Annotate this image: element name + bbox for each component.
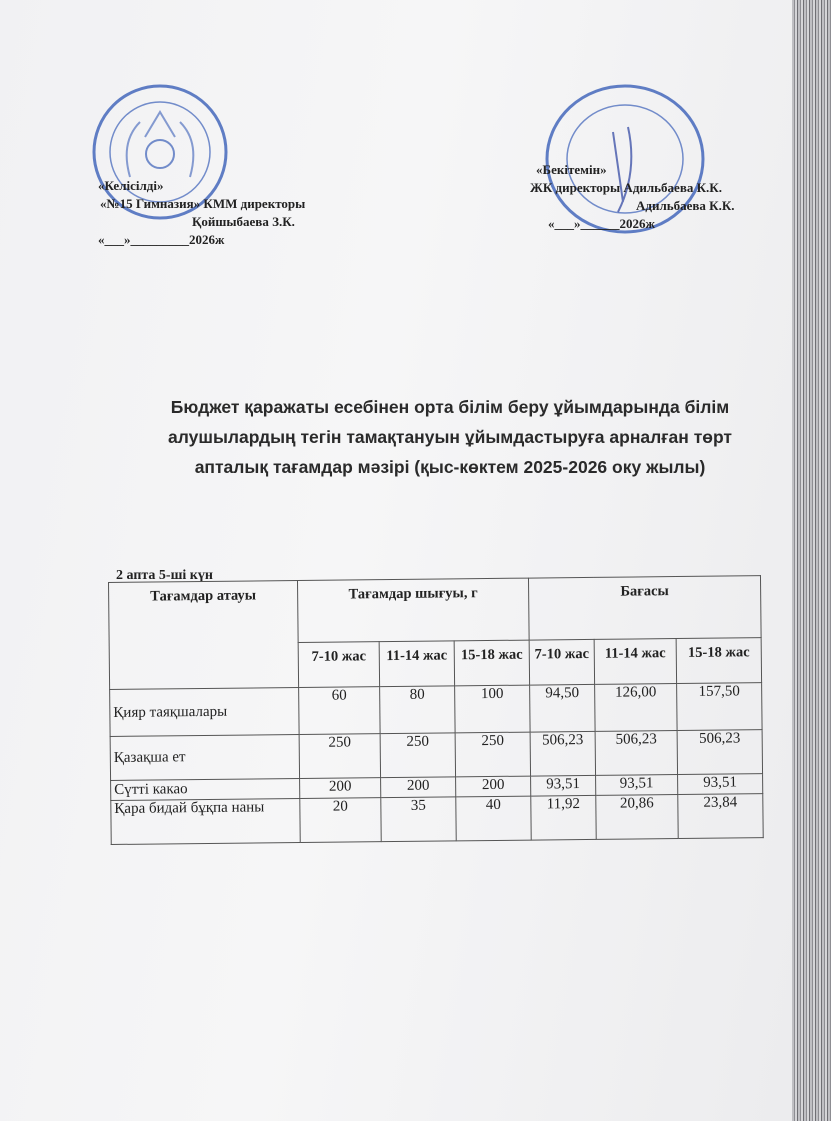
title-line: апталық тағамдар мәзірі (қыс-көктем 2025-2026 оку жылы) xyxy=(194,457,706,477)
cell: 506,23 xyxy=(677,730,762,775)
cell: 60 xyxy=(299,687,380,735)
cell: 200 xyxy=(381,777,456,798)
cell: 126,00 xyxy=(595,684,677,732)
cell: 11,92 xyxy=(531,795,596,840)
cell: 23,84 xyxy=(678,794,763,839)
cell: 200 xyxy=(456,776,531,797)
age-header: 15-18 жас xyxy=(454,640,529,686)
age-header: 11-14 жас xyxy=(594,639,676,685)
cell: 20 xyxy=(300,798,381,843)
cell: 20,86 xyxy=(596,795,678,840)
cell: 157,50 xyxy=(677,683,762,731)
cell: 93,51 xyxy=(531,775,596,796)
header-yield: Тағамдар шығуы, г xyxy=(297,578,529,642)
cell: 35 xyxy=(381,797,456,842)
table-row xyxy=(110,730,762,781)
stacked-page-edges xyxy=(792,0,831,1121)
menu-table xyxy=(108,575,764,845)
cell: 506,23 xyxy=(530,731,595,776)
cell: 100 xyxy=(455,685,530,733)
dish-name: Қара бидай бұқпа наны xyxy=(111,799,300,845)
cell: 40 xyxy=(456,796,531,841)
right-signer-name: Адильбаева К.К. xyxy=(636,198,735,213)
header-price: Бағасы xyxy=(528,576,761,640)
left-signer-name: Қойшыбаева З.К. xyxy=(192,214,295,229)
age-header: 7-10 жас xyxy=(298,642,379,688)
cell: 250 xyxy=(299,734,380,779)
table-row xyxy=(111,794,763,845)
day-label: 2 апта 5-ші күн xyxy=(116,568,213,583)
left-date-line: «___»_________2026ж xyxy=(98,232,225,247)
age-header: 7-10 жас xyxy=(529,639,594,685)
cell: 200 xyxy=(300,778,381,799)
cell: 250 xyxy=(455,732,530,777)
cell: 93,51 xyxy=(596,775,678,796)
right-date-line: «___»______2026ж xyxy=(548,216,655,231)
agreed-label: «Келісілді» xyxy=(98,178,164,193)
age-header: 11-14 жас xyxy=(379,641,454,687)
table-row xyxy=(110,683,762,737)
cell: 506,23 xyxy=(595,731,677,776)
dish-name: Сүтті какао xyxy=(111,779,300,801)
dish-name: Қазақша ет xyxy=(110,735,299,781)
ie-director-line: ЖК директоры Адильбаева К.К. xyxy=(530,180,722,195)
header-dish-name: Тағамдар атауы xyxy=(109,581,299,690)
age-header: 15-18 жас xyxy=(676,638,761,684)
cell: 94,50 xyxy=(530,684,595,732)
cell: 250 xyxy=(380,733,455,778)
approve-label: «Бекітемін» xyxy=(536,162,607,177)
title-line: Бюджет қаражаты есебінен орта білім беру ұйымдарында білім xyxy=(170,397,730,417)
dish-name: Қияр таяқшалары xyxy=(110,688,299,737)
document-title xyxy=(120,392,780,482)
cell: 93,51 xyxy=(678,774,763,795)
school-director-line: «№15 Гимназия» КММ директоры xyxy=(100,196,306,211)
cell: 80 xyxy=(380,686,455,734)
title-line: алушылардың тегін тамақтануын ұйымдастыруға арналған төрт xyxy=(168,427,732,447)
